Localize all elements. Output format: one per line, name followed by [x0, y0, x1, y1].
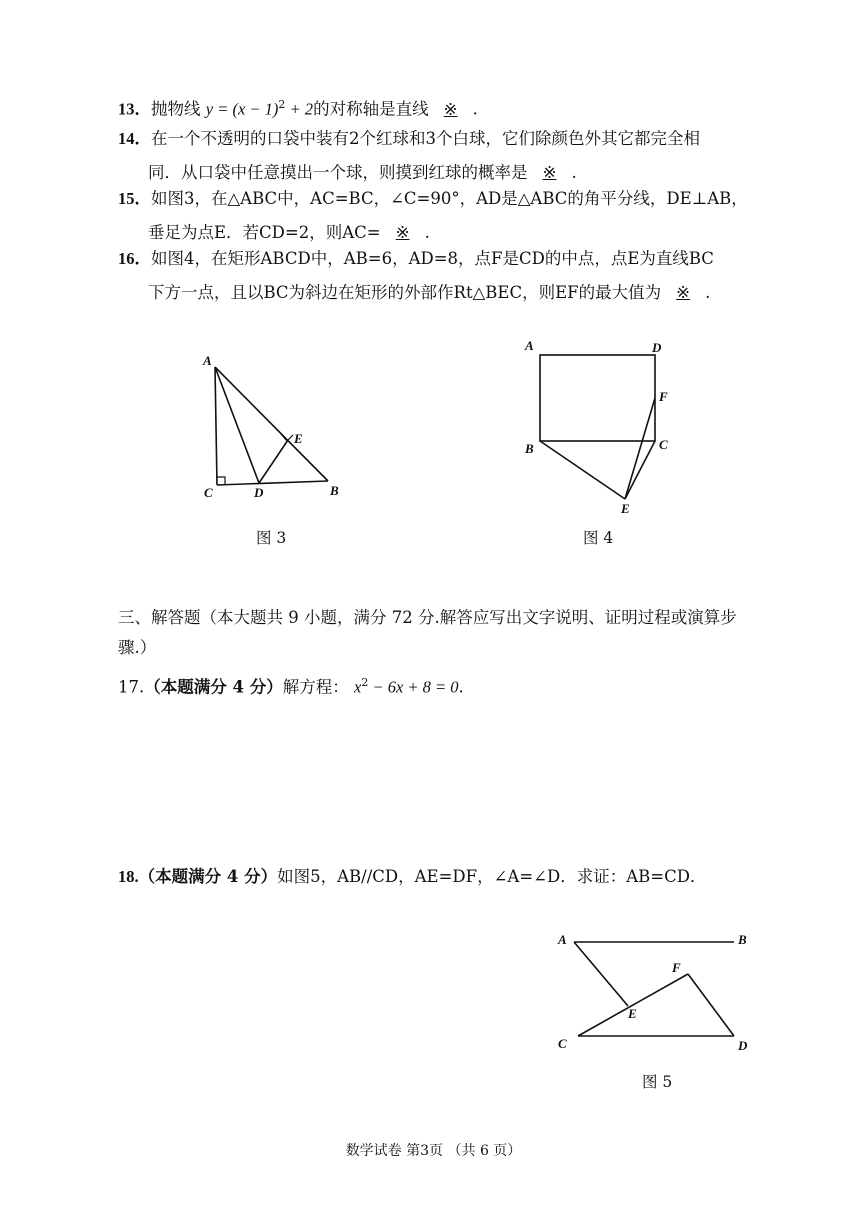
segment-be	[540, 441, 625, 499]
figure-5-caption: 图 5	[642, 1073, 673, 1091]
question-14	[118, 122, 768, 190]
question-13	[118, 88, 768, 127]
fig5-label-a: A	[558, 932, 567, 947]
fig4-label-a: A	[525, 338, 534, 353]
figure-4-drawing	[515, 335, 685, 520]
equation-exponent: 2	[361, 676, 369, 689]
fig4-label-d: D	[652, 340, 662, 355]
fig3-label-e: E	[294, 431, 303, 446]
question-number: 14．	[118, 129, 151, 148]
equation-text: − 6x + 8 = 0	[368, 677, 459, 697]
punct: .	[424, 223, 430, 242]
section-3-heading	[118, 603, 768, 663]
segment-ad	[215, 367, 259, 483]
question-text: 垂足为点E．若CD=2，则AC=	[148, 223, 381, 242]
segment-fd	[688, 974, 734, 1036]
figure-4-caption: 图 4	[583, 529, 614, 547]
question-18	[118, 860, 768, 894]
figure-4	[515, 335, 685, 524]
answer-blank: ※	[443, 99, 458, 119]
rectangle-abcd	[540, 355, 655, 441]
fig5-label-b: B	[738, 932, 747, 947]
question-17	[118, 666, 768, 705]
question-text: 抛物线	[151, 99, 201, 119]
page-footer: 数学试卷 第3页 （共 6 页）	[345, 1143, 522, 1159]
figure-3-drawing	[190, 345, 360, 505]
segment-ae	[574, 942, 628, 1006]
question-text: 解方程：	[282, 677, 349, 697]
question-number: 15．	[118, 189, 151, 208]
punct: .	[705, 283, 711, 302]
segment-cf	[578, 974, 688, 1036]
equation-var: x	[353, 677, 362, 697]
fig3-label-c: C	[204, 485, 213, 500]
figure-3-caption: 图 3	[256, 529, 287, 547]
formula-var: y	[205, 99, 214, 119]
question-score: （本题满分 4 分）	[138, 867, 278, 886]
punct: .	[571, 163, 577, 182]
formula-text: + 2	[285, 99, 314, 119]
answer-blank: ※	[542, 163, 557, 182]
question-text: 的对称轴是直线	[313, 99, 429, 119]
fig5-label-d: D	[738, 1038, 748, 1053]
punct: .	[458, 677, 464, 697]
question-number: 16．	[118, 249, 151, 268]
question-number: 17.	[118, 677, 145, 697]
fig5-label-c: C	[558, 1036, 567, 1051]
question-text: 如图5，AB//CD，AE=DF，∠A=∠D．求证：AB=CD．	[277, 867, 707, 886]
question-text: 如图4，在矩形ABCD中，AB=6，AD=8，点F是CD的中点，点E为直线BC	[151, 249, 714, 268]
fig5-label-e: E	[628, 1006, 637, 1021]
figure-3	[190, 345, 360, 509]
section-heading-line: 骤.）	[118, 638, 157, 657]
figure-5	[548, 922, 768, 1066]
answer-blank: ※	[395, 223, 410, 242]
figure-5-drawing	[548, 922, 768, 1062]
question-text: 下方一点，且以BC为斜边在矩形的外部作Rt△BEC，则EF的最大值为	[148, 283, 662, 302]
question-16	[118, 242, 768, 310]
fig4-label-f: F	[659, 389, 668, 404]
question-number: 13．	[118, 99, 151, 119]
question-15	[118, 182, 768, 250]
question-number: 18.	[118, 867, 139, 886]
fig3-label-d: D	[254, 485, 264, 500]
fig5-label-f: F	[672, 960, 681, 975]
segment-de	[259, 440, 288, 483]
formula-exponent: 2	[278, 98, 286, 111]
fig4-label-e: E	[621, 501, 630, 516]
right-angle-c	[217, 477, 225, 485]
punct: .	[472, 99, 478, 119]
question-score: （本题满分 4 分）	[144, 677, 283, 697]
fig3-label-b: B	[330, 483, 339, 498]
formula-text: = (x − 1)	[213, 99, 279, 119]
section-heading-line: 三、解答题（本大题共 9 小题，满分 72 分.解答应写出文字说明、证明过程或演算步	[118, 608, 737, 627]
segment-ac	[215, 367, 217, 485]
question-text: 在一个不透明的口袋中装有2个红球和3个白球，它们除颜色外其它都完全相	[151, 129, 700, 148]
answer-blank: ※	[676, 283, 690, 302]
question-text: 如图3，在△ABC中，AC=BC，∠C=90°，AD是△ABC的角平分线，DE⊥AB，	[151, 189, 748, 208]
fig4-label-c: C	[659, 437, 668, 452]
fig3-label-a: A	[203, 353, 212, 368]
fig4-label-b: B	[525, 441, 534, 456]
question-text: 同．从口袋中任意摸出一个球，则摸到红球的概率是	[148, 163, 528, 182]
segment-cb	[217, 481, 328, 485]
